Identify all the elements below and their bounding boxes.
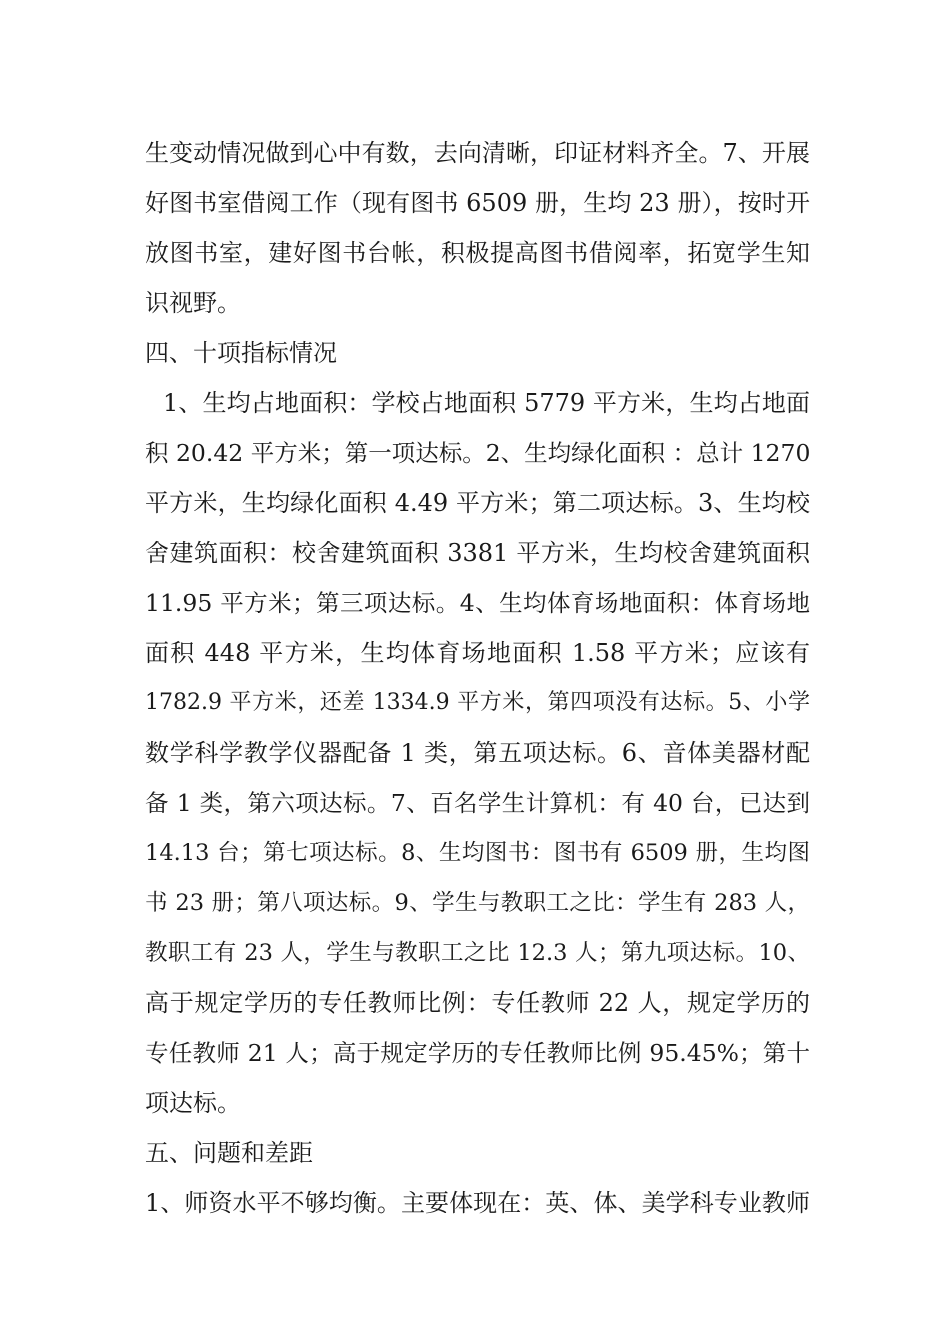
text-line: 平方米，生均绿化面积 4.49 平方米；第二项达标。3、生均校 xyxy=(145,489,810,517)
text-line: 14.13 台；第七项达标。8、生均图书：图书有 6509 册，生均图 xyxy=(145,840,810,866)
text-line: 高于规定学历的专任教师比例：专任教师 22 人，规定学历的 xyxy=(145,989,810,1017)
text-line: 备 1 类，第六项达标。7、百名学生计算机：有 40 台，已达到 xyxy=(145,789,810,817)
text-line: 数学科学教学仪器配备 1 类，第五项达标。6、音体美器材配 xyxy=(145,739,810,767)
section-heading: 四、十项指标情况 xyxy=(145,339,337,367)
text-line: 项达标。 xyxy=(145,1089,241,1117)
text-line: 1、生均占地面积：学校占地面积 5779 平方米，生均占地面 xyxy=(163,389,810,417)
text-line: 面积 448 平方米，生均体育场地面积 1.58 平方米；应该有 xyxy=(145,639,810,667)
text-line: 1782.9 平方米，还差 1334.9 平方米，第四项没有达标。5、小学 xyxy=(145,690,810,715)
text-line: 教职工有 23 人，学生与教职工之比 12.3 人；第九项达标。10、 xyxy=(145,940,810,966)
text-line: 书 23 册；第八项达标。9、学生与教职工之比：学生有 283 人， xyxy=(145,890,810,916)
section-heading: 五、问题和差距 xyxy=(145,1139,313,1167)
text-line: 积 20.42 平方米；第一项达标。2、生均绿化面积 ：总计 1270 xyxy=(145,439,811,467)
text-line: 好图书室借阅工作（现有图书 6509 册，生均 23 册），按时开 xyxy=(145,189,810,217)
text-line: 专任教师 21 人；高于规定学历的专任教师比例 95.45%；第十 xyxy=(145,1039,810,1067)
text-line: 生变动情况做到心中有数，去向清晰，印证材料齐全。7、开展 xyxy=(145,139,810,167)
text-line: 舍建筑面积：校舍建筑面积 3381 平方米，生均校舍建筑面积 xyxy=(145,539,810,567)
text-line: 识视野。 xyxy=(145,289,241,317)
text-line: 1、师资水平不够均衡。主要体现在：英、体、美学科专业教师 xyxy=(145,1189,810,1217)
text-line: 11.95 平方米；第三项达标。4、生均体育场地面积：体育场地 xyxy=(145,589,810,617)
document-body xyxy=(145,128,810,1228)
text-line: 放图书室，建好图书台帐，积极提高图书借阅率，拓宽学生知 xyxy=(145,239,810,267)
